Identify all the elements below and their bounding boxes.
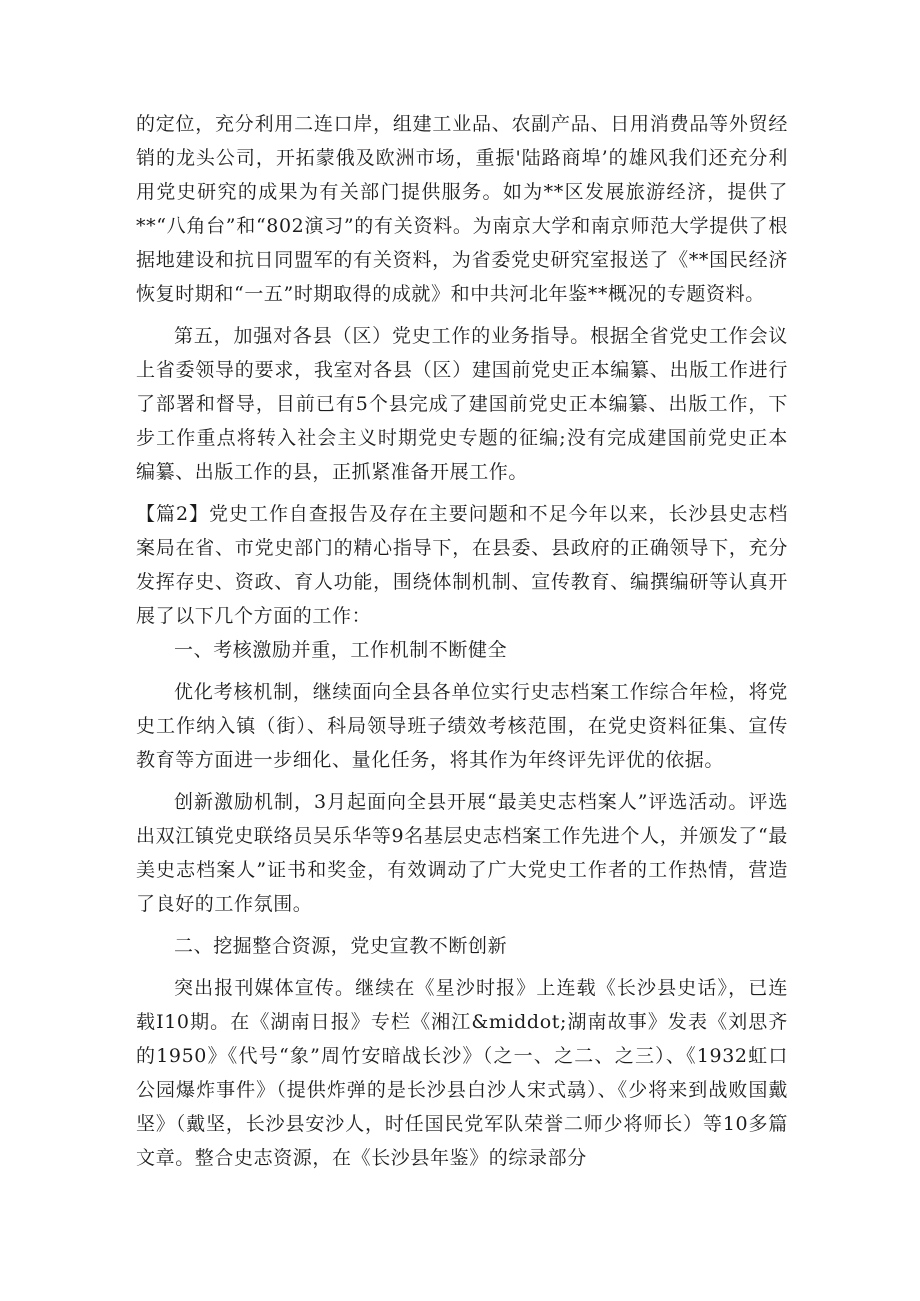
paragraph-5: 创新激励机制，3月起面向全县开展“最美史志档案人”评选活动。评选出双江镇党史联络员吴乐华等9名基层史志档案工作先进个人，并颁发了“最美史志档案人”证书和奖金，有效调动了广大党史工作者的工作热情，营造了良好的工作氛围。 bbox=[136, 791, 788, 915]
paragraph-3: 【篇2】党史工作自查报告及存在主要问题和不足今年以来，长沙县史志档案局在省、市党史部门的精心指导下，在县委、县政府的正确领导下，充分发挥存史、资政、育人功能，围绕体制机制、宣传教育、编撰编研等认真开展了以下几个方面的工作： bbox=[136, 503, 788, 627]
paragraph-2: 第五，加强对各县（区）党史工作的业务指导。根据全省党史工作会议上省委领导的要求，我室对各县（区）建国前党史正本编纂、出版工作进行了部署和督导，目前已有5个县完成了建国前党史正本编纂、出版工作，下步工作重点将转入社会主义时期党史专题的征编;没有完成建国前党史正本编纂、出版工作的县，正抓紧准备开展工作。 bbox=[136, 325, 788, 483]
section-heading-1: 一、考核激励并重，工作机制不断健全 bbox=[174, 639, 508, 661]
paragraph-6: 突出报刊媒体宣传。继续在《星沙时报》上连载《长沙县史话》，已连载I10期。在《湖南日报》专栏《湘江&middot;湖南故事》发表《刘思齐的1950》《代号“象”周竹安暗战长沙》（之一、之二、之三）、《1932虹口公园爆炸事件》（提供炸弹的是长沙县白沙人宋式骉）、《少将来到战败国戴坚》（戴坚，长沙县安沙人，时任国民党军队荣誉二师少将师长）等10多篇文章。整合史志资源，在《长沙县年鉴》的综录部分 bbox=[136, 977, 788, 1169]
paragraph-1: 的定位，充分利用二连口岸，组建工业品、农副产品、日用消费品等外贸经销的龙头公司，开拓蒙俄及欧洲市场，重振'陆路商埠’的雄风我们还充分利用党史研究的成果为有关部门提供服务。如为**区发展旅游经济，提供了**“八角台”和“802演习”的有关资料。为南京大学和南京师范大学提供了根据地建设和抗日同盟军的有关资料，为省委党史研究室报送了《**国民经济恢复时期和“一五”时期取得的成就》和中共河北年鉴**概况的专题资料。 bbox=[136, 113, 788, 305]
paragraph-4: 优化考核机制，继续面向全县各单位实行史志档案工作综合年检，将党史工作纳入镇（街）、科局领导班子绩效考核范围，在党史资料征集、宣传教育等方面进一步细化、量化任务，将其作为年终评先评优的依据。 bbox=[136, 681, 788, 771]
section-heading-2: 二、挖掘整合资源，党史宣教不断创新 bbox=[174, 935, 508, 957]
